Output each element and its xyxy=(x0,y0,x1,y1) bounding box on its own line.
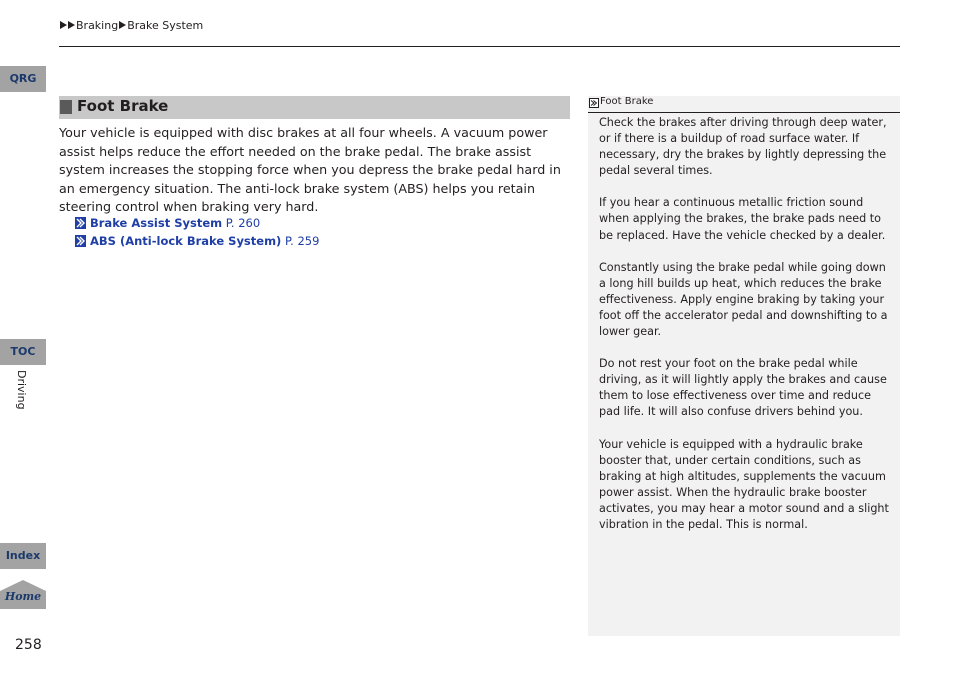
xref-abs-link[interactable] xyxy=(75,234,319,248)
index-tab[interactable]: Index xyxy=(0,543,46,569)
note-icon xyxy=(589,98,599,108)
xref-arrow-icon xyxy=(75,235,86,247)
xref-title: Brake Assist System xyxy=(90,216,223,230)
section-header xyxy=(59,96,570,119)
sidebar-paragraph: Constantly using the brake pedal while going down a long hill builds up heat, which reduces the brake effectiveness. Apply engine braking by taking your foot off the accelerator pedal and downshifting to a lower gear. xyxy=(599,260,888,339)
qrg-tab[interactable]: QRG xyxy=(0,66,46,92)
sidebar-paragraph: Check the brakes after driving through deep water, or if there is a buildup of road surface water. If necessary, dry the brakes by lightly depressing the pedal several times. xyxy=(599,116,887,178)
home-icon xyxy=(0,579,46,609)
toc-tab[interactable]: TOC xyxy=(0,339,46,365)
sidebar-paragraph: Your vehicle is equipped with a hydraulic brake booster that, under certain conditions, such as braking at high altitudes, supplements the vacuum power assist. When the hydraulic brake booster activates, you may hear a motor sound and a slight vibration in the pedal. This is normal. xyxy=(599,437,889,531)
home-label: Home xyxy=(4,590,42,603)
xref-title: ABS (Anti-lock Brake System) xyxy=(90,234,282,248)
page-number: 258 xyxy=(15,637,42,653)
sidebar-paragraph: Do not rest your foot on the brake pedal while driving, as it will lightly apply the brakes and cause them to lose effectiveness over time and reduce pad life. It will also confuse drivers behind you. xyxy=(599,357,887,419)
header-divider xyxy=(59,46,900,47)
section-title: Foot Brake xyxy=(77,97,169,115)
sidebar-header xyxy=(588,96,900,113)
xref-arrow-icon xyxy=(75,217,86,229)
breadcrumb-item[interactable]: Brake System xyxy=(127,19,204,32)
xref-brake-assist-link[interactable] xyxy=(75,216,260,230)
breadcrumb-item[interactable]: Braking xyxy=(76,19,119,32)
sidebar-note xyxy=(588,96,900,636)
chapter-label: Driving xyxy=(15,370,28,410)
section-body: Your vehicle is equipped with disc brakes at all four wheels. A vacuum power assist helps reduce the effort needed on the brake pedal. The brake assist system increases the stopping force when you depress the brake pedal hard in an emergency situation. The anti-lock brake system (ABS) helps you retain steering control when braking very hard. xyxy=(59,125,561,215)
home-tab[interactable] xyxy=(0,579,46,609)
section-square-icon xyxy=(60,100,72,114)
breadcrumb xyxy=(60,19,203,32)
xref-page: P. 259 xyxy=(284,234,320,248)
breadcrumb-arrow-icon xyxy=(68,21,75,29)
breadcrumb-arrow-icon xyxy=(60,21,67,29)
xref-page: P. 260 xyxy=(225,216,261,230)
sidebar-paragraph: If you hear a continuous metallic friction sound when applying the brakes, the brake pads need to be replaced. Have the vehicle checked by a dealer. xyxy=(599,196,886,242)
sidebar-body xyxy=(599,115,889,549)
breadcrumb-arrow-icon xyxy=(119,21,126,29)
sidebar-title: Foot Brake xyxy=(600,96,654,107)
